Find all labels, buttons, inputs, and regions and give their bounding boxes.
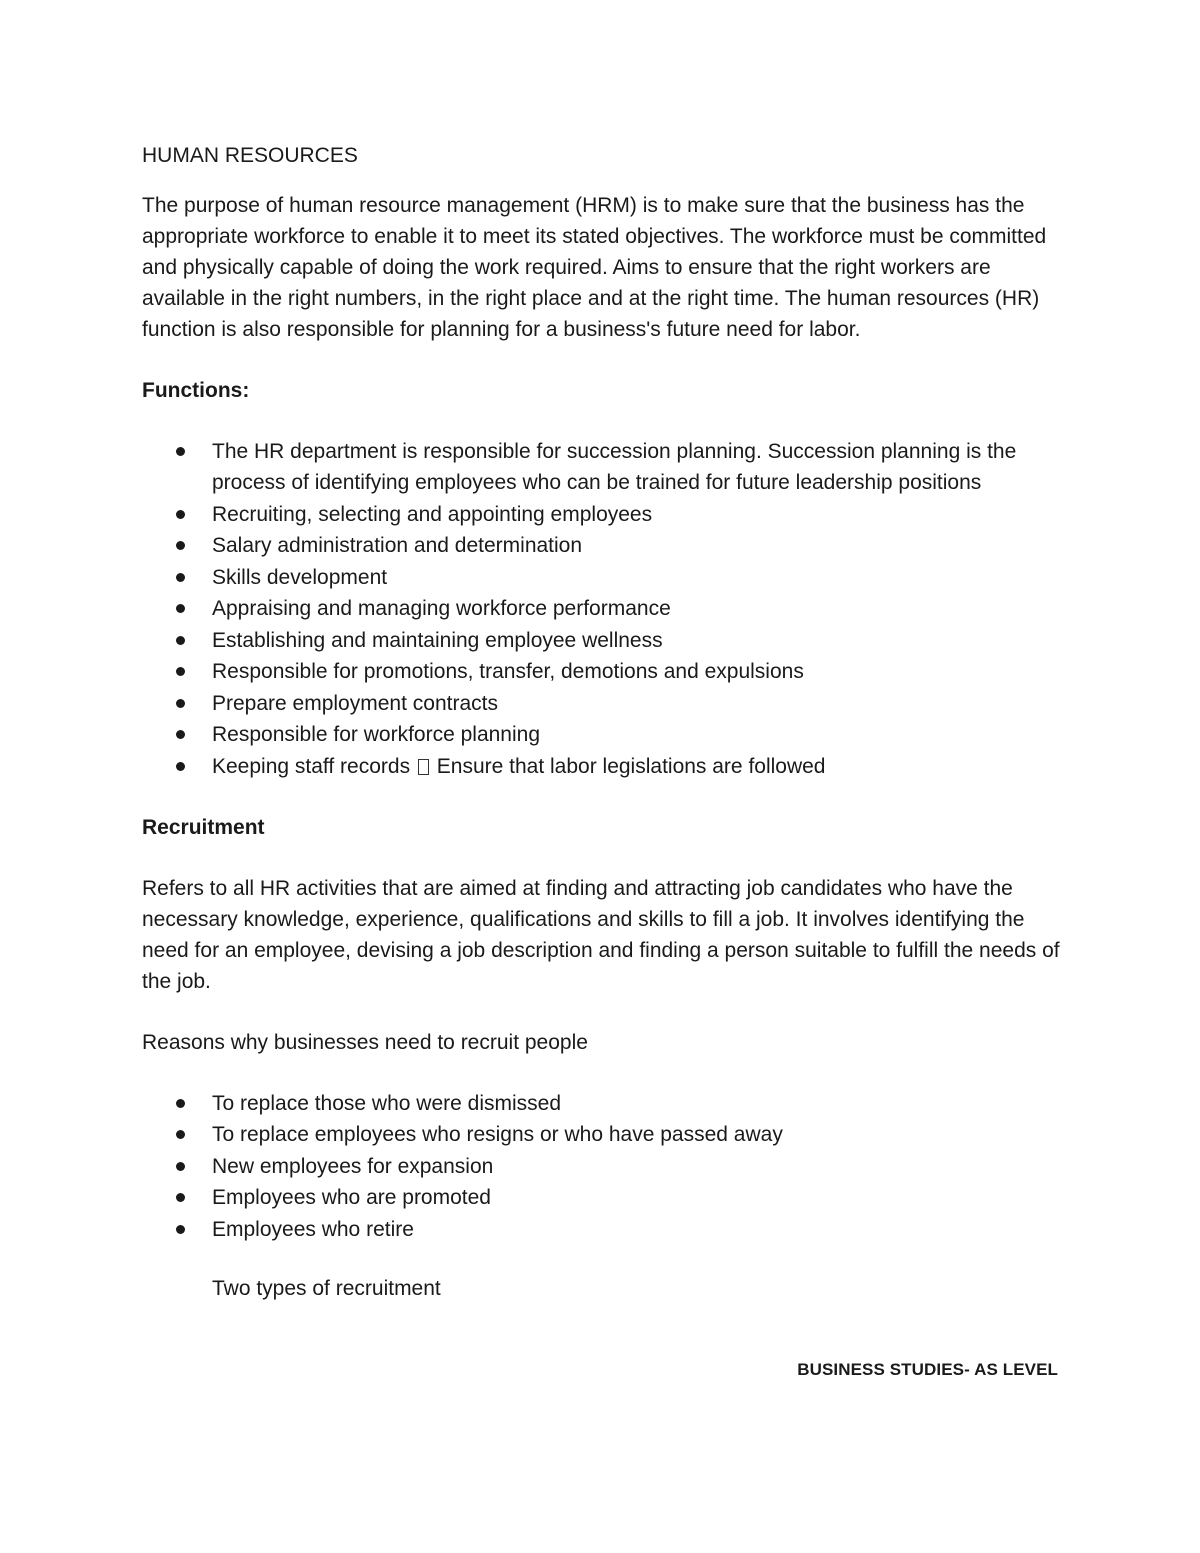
reasons-list [142, 1088, 1072, 1245]
recruitment-definition: Refers to all HR activities that are aimed at finding and attracting job candidates who have the necessary knowledge, experience, qualifications and skills to fill a job. It involves identifying the need for an employee, devising a job description and finding a person suitable to fulfill the needs of the job. [142, 876, 1060, 993]
bullet-icon [176, 636, 185, 645]
list-item-text: Keeping staff records [212, 754, 411, 778]
bullet-icon [176, 573, 185, 582]
intro-paragraph: The purpose of human resource management (HRM) is to make sure that the business has the appropriate workforce to enable it to meet its stated objectives. The workforce must be committed and physically capable of doing the work required. Aims to ensure that the right workers are available in the right numbers, in the right place and at the right time. The human resources (HR) function is also responsible for planning for a business's future need for labor. [142, 194, 1047, 341]
document-body [142, 140, 1072, 1304]
list-item [212, 1088, 1072, 1119]
list-item [212, 751, 1072, 782]
bullet-icon [176, 541, 185, 550]
bullet-icon [176, 1193, 185, 1202]
bullet-icon [176, 604, 185, 613]
reasons-intro: Reasons why businesses need to recruit people [142, 1030, 588, 1054]
list-item [212, 625, 1072, 656]
list-item-text: To replace those who were dismissed [212, 1091, 562, 1115]
list-item-text: Employees who retire [212, 1217, 414, 1241]
types-intro: Two types of recruitment [212, 1276, 441, 1300]
list-item-text: Prepare employment contracts [212, 691, 498, 715]
bullet-icon [176, 730, 185, 739]
list-item [212, 1182, 1072, 1213]
list-item-text: The HR department is responsible for succession planning. Succession planning is the process of identifying employees who can be trained for future leadership positions [212, 440, 1017, 494]
bullet-icon [176, 447, 185, 456]
list-item-text: Recruiting, selecting and appointing employees [212, 502, 653, 526]
list-item [212, 530, 1072, 561]
list-item [212, 688, 1072, 719]
list-item-text: Establishing and maintaining employee wellness [212, 628, 663, 652]
functions-list [142, 436, 1072, 782]
document-title: HUMAN RESOURCES [142, 144, 358, 167]
list-item [212, 593, 1072, 624]
bullet-icon [176, 510, 185, 519]
list-item [212, 719, 1072, 750]
list-item-text: Appraising and managing workforce performance [212, 597, 671, 620]
bullet-icon [176, 762, 185, 771]
bullet-icon [176, 1225, 185, 1234]
bullet-icon [176, 667, 185, 676]
list-item-text: To replace employees who resigns or who have passed away [212, 1123, 783, 1146]
list-item-text: Employees who are promoted [212, 1186, 491, 1209]
bullet-icon [176, 699, 185, 708]
list-item-text: Ensure that labor legislations are followed [436, 754, 826, 778]
list-item-text: Responsible for promotions, transfer, demotions and expulsions [212, 660, 804, 683]
list-item-text: Skills development [212, 565, 388, 589]
list-item-text: New employees for expansion [212, 1154, 494, 1178]
list-item [212, 1151, 1072, 1182]
list-item-text: Salary administration and determination [212, 534, 583, 557]
bullet-icon [176, 1130, 185, 1139]
list-item-text: Responsible for workforce planning [212, 723, 541, 746]
list-item [212, 562, 1072, 593]
recruitment-heading: Recruitment [142, 815, 265, 839]
bullet-icon [176, 1099, 185, 1108]
list-item [212, 1214, 1072, 1245]
page-footer: BUSINESS STUDIES- AS LEVEL [797, 1360, 1058, 1379]
list-item [212, 499, 1072, 530]
list-item [212, 436, 1072, 498]
list-item [212, 1119, 1072, 1150]
bullet-icon [176, 1162, 185, 1171]
functions-heading: Functions: [142, 379, 250, 402]
missing-glyph-icon [418, 759, 429, 775]
list-item [212, 656, 1072, 687]
